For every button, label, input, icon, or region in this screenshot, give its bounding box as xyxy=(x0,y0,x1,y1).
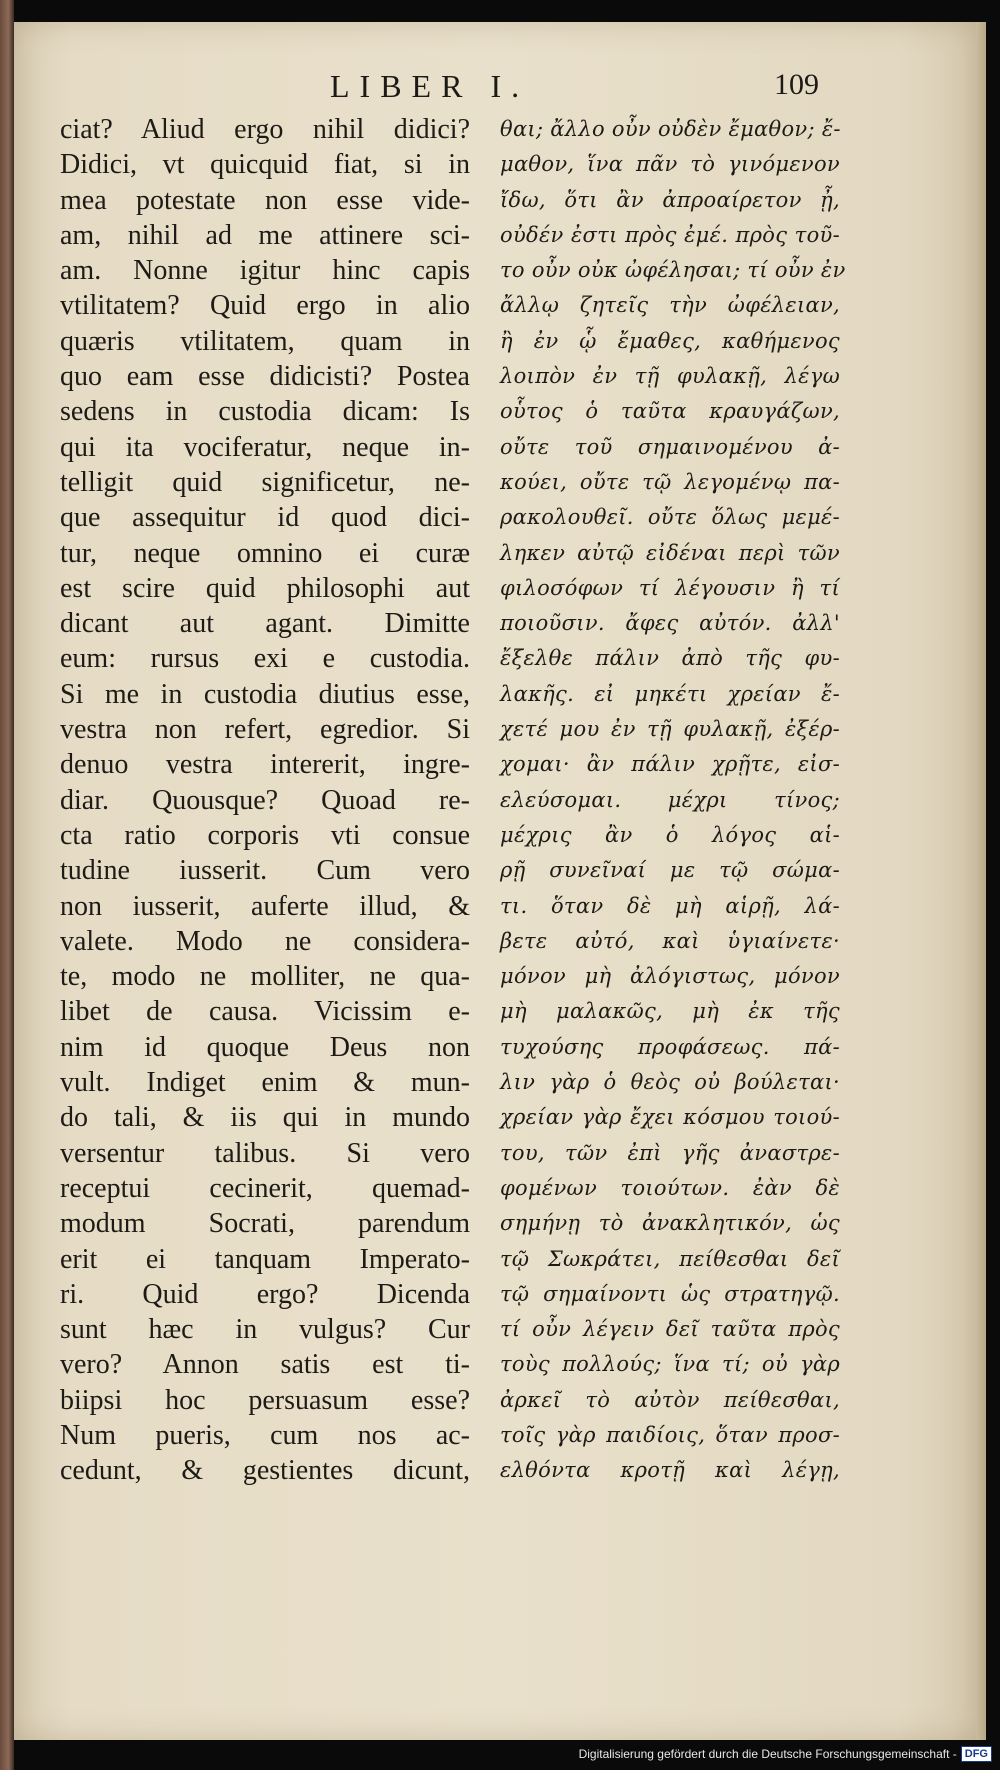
greek-text-line: μέχρις ἂν ὁ λόγος αἱ- xyxy=(500,822,840,847)
latin-text-line: dicant aut agant. Dimitte xyxy=(60,608,470,640)
greek-text-line: μαθον, ἵνα πᾶν τὸ γινόμενον xyxy=(500,152,840,177)
greek-text-line: οὐδέν ἐστι πρὸς ἐμέ. πρὸς τοῦ- xyxy=(500,222,840,247)
latin-text-line: vult. Indiget enim & mun- xyxy=(60,1067,470,1099)
running-head: LIBER I. xyxy=(330,68,530,104)
latin-text-line: mea potestate non esse vide- xyxy=(60,184,470,216)
latin-text-line: te, modo ne molliter, ne qua- xyxy=(60,961,470,993)
greek-text-line: βετε αὐτό, καὶ ὑγιαίνετε· xyxy=(500,928,840,953)
greek-text-line: λακῆς. εἰ μηκέτι χρείαν ἔ- xyxy=(500,681,840,706)
greek-text-line: τῷ σημαίνοντι ὡς στρατηγῷ. xyxy=(500,1281,840,1306)
latin-text-line: sunt hæc in vulgus? Cur xyxy=(60,1314,470,1346)
greek-text-line: του, τῶν ἐπὶ γῆς ἀναστρε- xyxy=(500,1140,840,1165)
latin-text-line: telligit quid significetur, ne- xyxy=(60,466,470,498)
greek-text-line: ἔξελθε πάλιν ἀπὸ τῆς φυ- xyxy=(500,646,840,671)
latin-text-line: qui ita vociferatur, neque in- xyxy=(60,431,470,463)
latin-text-line: eum: rursus exi e custodia. xyxy=(60,643,470,675)
greek-text-line: κούει, οὔτε τῷ λεγομένῳ πα- xyxy=(500,469,840,494)
greek-text-line: ἄλλῳ ζητεῖς τὴν ὠφέλειαν, xyxy=(500,293,840,318)
page-header xyxy=(0,68,1000,108)
latin-text-line: libet de causa. Vicissim e- xyxy=(60,996,470,1028)
greek-text-line: λιν γὰρ ὁ θεὸς οὐ βούλεται· xyxy=(500,1070,840,1095)
latin-text-line: do tali, & iis qui in mundo xyxy=(60,1102,470,1134)
greek-text-line: ποιοῦσιν. ἄφες αὐτόν. ἀλλ' xyxy=(500,611,840,636)
latin-text-line: tudine iusserit. Cum vero xyxy=(60,855,470,887)
latin-text-line: diar. Quousque? Quoad re- xyxy=(60,784,470,816)
latin-column xyxy=(60,112,470,1489)
greek-text-line: ρακολουθεῖ. οὔτε ὅλως μεμέ- xyxy=(500,505,840,530)
greek-text-line: σημήνῃ τὸ ἀνακλητικόν, ὡς xyxy=(500,1211,840,1236)
greek-text-line: τοῖς γὰρ παιδίοις, ὅταν προσ- xyxy=(500,1422,840,1447)
latin-text-line: non iusserit, auferte illud, & xyxy=(60,890,470,922)
latin-text-line: erit ei tanquam Imperato- xyxy=(60,1243,470,1275)
greek-text-line: τυχούσης προφάσεως. πά- xyxy=(500,1034,840,1059)
greek-text-line: ελθόντα κροτῇ καὶ λέγῃ, xyxy=(500,1458,840,1483)
greek-text-line: χρείαν γὰρ ἔχει κόσμου τοιού- xyxy=(500,1105,840,1130)
book-binding-edge xyxy=(0,0,14,1770)
latin-text-line: vtilitatem? Quid ergo in alio xyxy=(60,290,470,322)
latin-text-line: ri. Quid ergo? Dicenda xyxy=(60,1278,470,1310)
dfg-logo: DFG xyxy=(961,1746,992,1762)
greek-text-line: ἴδω, ὅτι ἂν ἀπροαίρετον ᾖ, xyxy=(500,187,840,212)
page-number: 109 xyxy=(774,68,819,101)
greek-text-line: θαι; ἄλλο οὖν οὐδὲν ἔμαθον; ἔ- xyxy=(500,117,841,141)
greek-text-line: οὔτε τοῦ σημαινομένου ἀ- xyxy=(500,434,840,459)
latin-text-line: modum Socrati, parendum xyxy=(60,1208,470,1240)
latin-text-line: am, nihil ad me attinere sci- xyxy=(60,219,470,251)
latin-text-line: vero? Annon satis est ti- xyxy=(60,1349,470,1381)
latin-text-line: Num pueris, cum nos ac- xyxy=(60,1419,470,1451)
latin-text-line: quo eam esse didicisti? Postea xyxy=(60,361,470,393)
greek-text-line: ληκεν αὐτῷ εἰδέναι περὶ τῶν xyxy=(500,540,840,565)
greek-column xyxy=(500,112,846,1489)
latin-text-line: que assequitur id quod dici- xyxy=(60,502,470,534)
latin-text-line: valete. Modo ne considera- xyxy=(60,925,470,957)
latin-text-line: Si me in custodia diutius esse, xyxy=(60,678,470,710)
latin-text-line: receptui cecinerit, quemad- xyxy=(60,1172,470,1204)
latin-text-line: vestra non refert, egredior. Si xyxy=(60,714,470,746)
latin-text-line: am. Nonne igitur hinc capis xyxy=(60,255,470,287)
greek-text-line: ρῇ συνεῖναί με τῷ σώμα- xyxy=(500,858,840,883)
greek-text-line: ελεύσομαι. μέχρι τίνος; xyxy=(500,787,840,812)
latin-text-line: est scire quid philosophi aut xyxy=(60,572,470,604)
latin-text-line: versentur talibus. Si vero xyxy=(60,1137,470,1169)
latin-text-line: ciat? Aliud ergo nihil didici? xyxy=(60,114,470,145)
greek-text-line: μὴ μαλακῶς, μὴ ἐκ τῆς xyxy=(500,999,840,1024)
greek-text-line: οὗτος ὁ ταῦτα κραυγάζων, xyxy=(500,399,840,424)
greek-text-line: λοιπὸν ἐν τῇ φυλακῇ, λέγω xyxy=(500,364,840,389)
latin-text-line: denuo vestra intererit, ingre- xyxy=(60,749,470,781)
greek-text-line: ἢ ἐν ᾧ ἔμαθες, καθήμενος xyxy=(500,328,840,353)
greek-text-line: φομένων τοιούτων. ἐὰν δὲ xyxy=(500,1175,840,1200)
greek-text-line: τι. ὅταν δὲ μὴ αἱρῇ, λά- xyxy=(500,893,840,918)
greek-text-line: τῷ Σωκράτει, πείθεσθαι δεῖ xyxy=(500,1246,840,1271)
latin-text-line: sedens in custodia dicam: Is xyxy=(60,396,470,428)
greek-text-line: ἀρκεῖ τὸ αὐτὸν πείθεσθαι, xyxy=(500,1387,840,1412)
latin-text-line: biipsi hoc persuasum esse? xyxy=(60,1384,470,1416)
page-edge xyxy=(976,22,986,1740)
greek-text-line: χετέ μου ἐν τῇ φυλακῇ, ἐξέρ- xyxy=(500,717,840,742)
greek-text-line: το οὖν οὐκ ὠφέλησαι; τί οὖν ἐν xyxy=(500,258,846,283)
greek-text-line: τοὺς πολλούς; ἵνα τί; οὐ γὰρ xyxy=(500,1352,840,1377)
latin-text-line: quæris vtilitatem, quam in xyxy=(60,325,470,357)
greek-text-line: φιλοσόφων τί λέγουσιν ἢ τί xyxy=(500,575,840,600)
latin-text-line: Didici, vt quicquid fiat, si in xyxy=(60,149,470,181)
latin-text-line: nim id quoque Deus non xyxy=(60,1031,470,1063)
latin-text-line: cedunt, & gestientes dicunt, xyxy=(60,1455,470,1487)
greek-text-line: τί οὖν λέγειν δεῖ ταῦτα πρὸς xyxy=(500,1317,840,1342)
latin-text-line: tur, neque omnino ei curæ xyxy=(60,537,470,569)
credit-text: Digitalisierung gefördert durch die Deutsche Forschungsgemeinschaft - xyxy=(578,1747,957,1761)
greek-text-line: χομαι· ἂν πάλιν χρῇτε, εἰσ- xyxy=(500,752,840,777)
greek-text-line: μόνον μὴ ἀλόγιστως, μόνον xyxy=(500,964,840,989)
digitization-credit xyxy=(579,1746,992,1762)
latin-text-line: cta ratio corporis vti consue xyxy=(60,819,470,851)
